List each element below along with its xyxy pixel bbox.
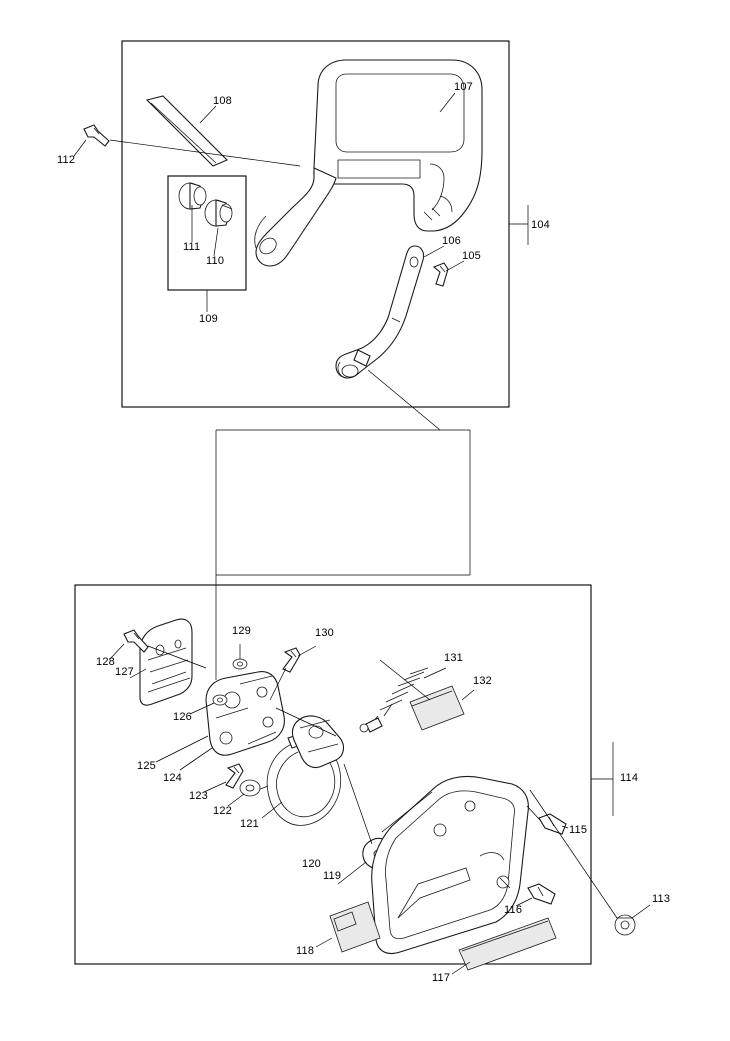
callout-129: 129 [232, 625, 251, 637]
callout-109: 109 [199, 313, 218, 325]
part-129-washer [233, 659, 247, 669]
callout-108: 108 [213, 95, 232, 107]
callout-121: 121 [240, 818, 259, 830]
part-127-side-plate [140, 619, 192, 705]
callout-132: 132 [473, 675, 492, 687]
callout-115: 115 [569, 824, 588, 836]
callout-117: 117 [432, 972, 451, 984]
callout-105: 105 [462, 250, 481, 262]
part-120-linkage [292, 716, 343, 768]
callout-118: 118 [296, 945, 315, 957]
callout-131: 131 [444, 652, 463, 664]
callout-116: 116 [504, 904, 523, 916]
part-123-screw [226, 764, 243, 788]
callout-104: 104 [531, 219, 550, 231]
callout-106: 106 [442, 235, 461, 247]
callout-122: 122 [213, 805, 232, 817]
part-118-plate [330, 902, 380, 952]
callout-123: 123 [189, 790, 208, 802]
part-115-bolt [539, 814, 566, 834]
callout-107: 107 [454, 81, 473, 93]
callout-120: 120 [302, 858, 321, 870]
part-116-bolt [528, 884, 555, 904]
part-114-sprocket-cover [372, 777, 529, 954]
part-125-bracket [206, 672, 284, 756]
part-109-inset-box [168, 176, 246, 290]
callout-130: 130 [315, 627, 334, 639]
callout-119: 119 [323, 870, 342, 882]
callout-128: 128 [96, 656, 115, 668]
callout-127: 127 [115, 666, 134, 678]
callout-125: 125 [137, 760, 156, 772]
callout-112: 112 [57, 154, 76, 166]
callout-110: 110 [206, 255, 225, 267]
part-106-brake-lever [336, 246, 424, 378]
callout-111: 111 [183, 241, 201, 253]
callout-114: 114 [620, 772, 639, 784]
part-132-plate [410, 686, 464, 730]
callout-126: 126 [173, 711, 192, 723]
callout-124: 124 [163, 772, 182, 784]
part-105-screw [434, 263, 448, 286]
part-126-washer [213, 695, 227, 705]
part-122-washer [240, 780, 260, 796]
callout-113: 113 [652, 893, 671, 905]
part-112-screw [84, 125, 109, 146]
